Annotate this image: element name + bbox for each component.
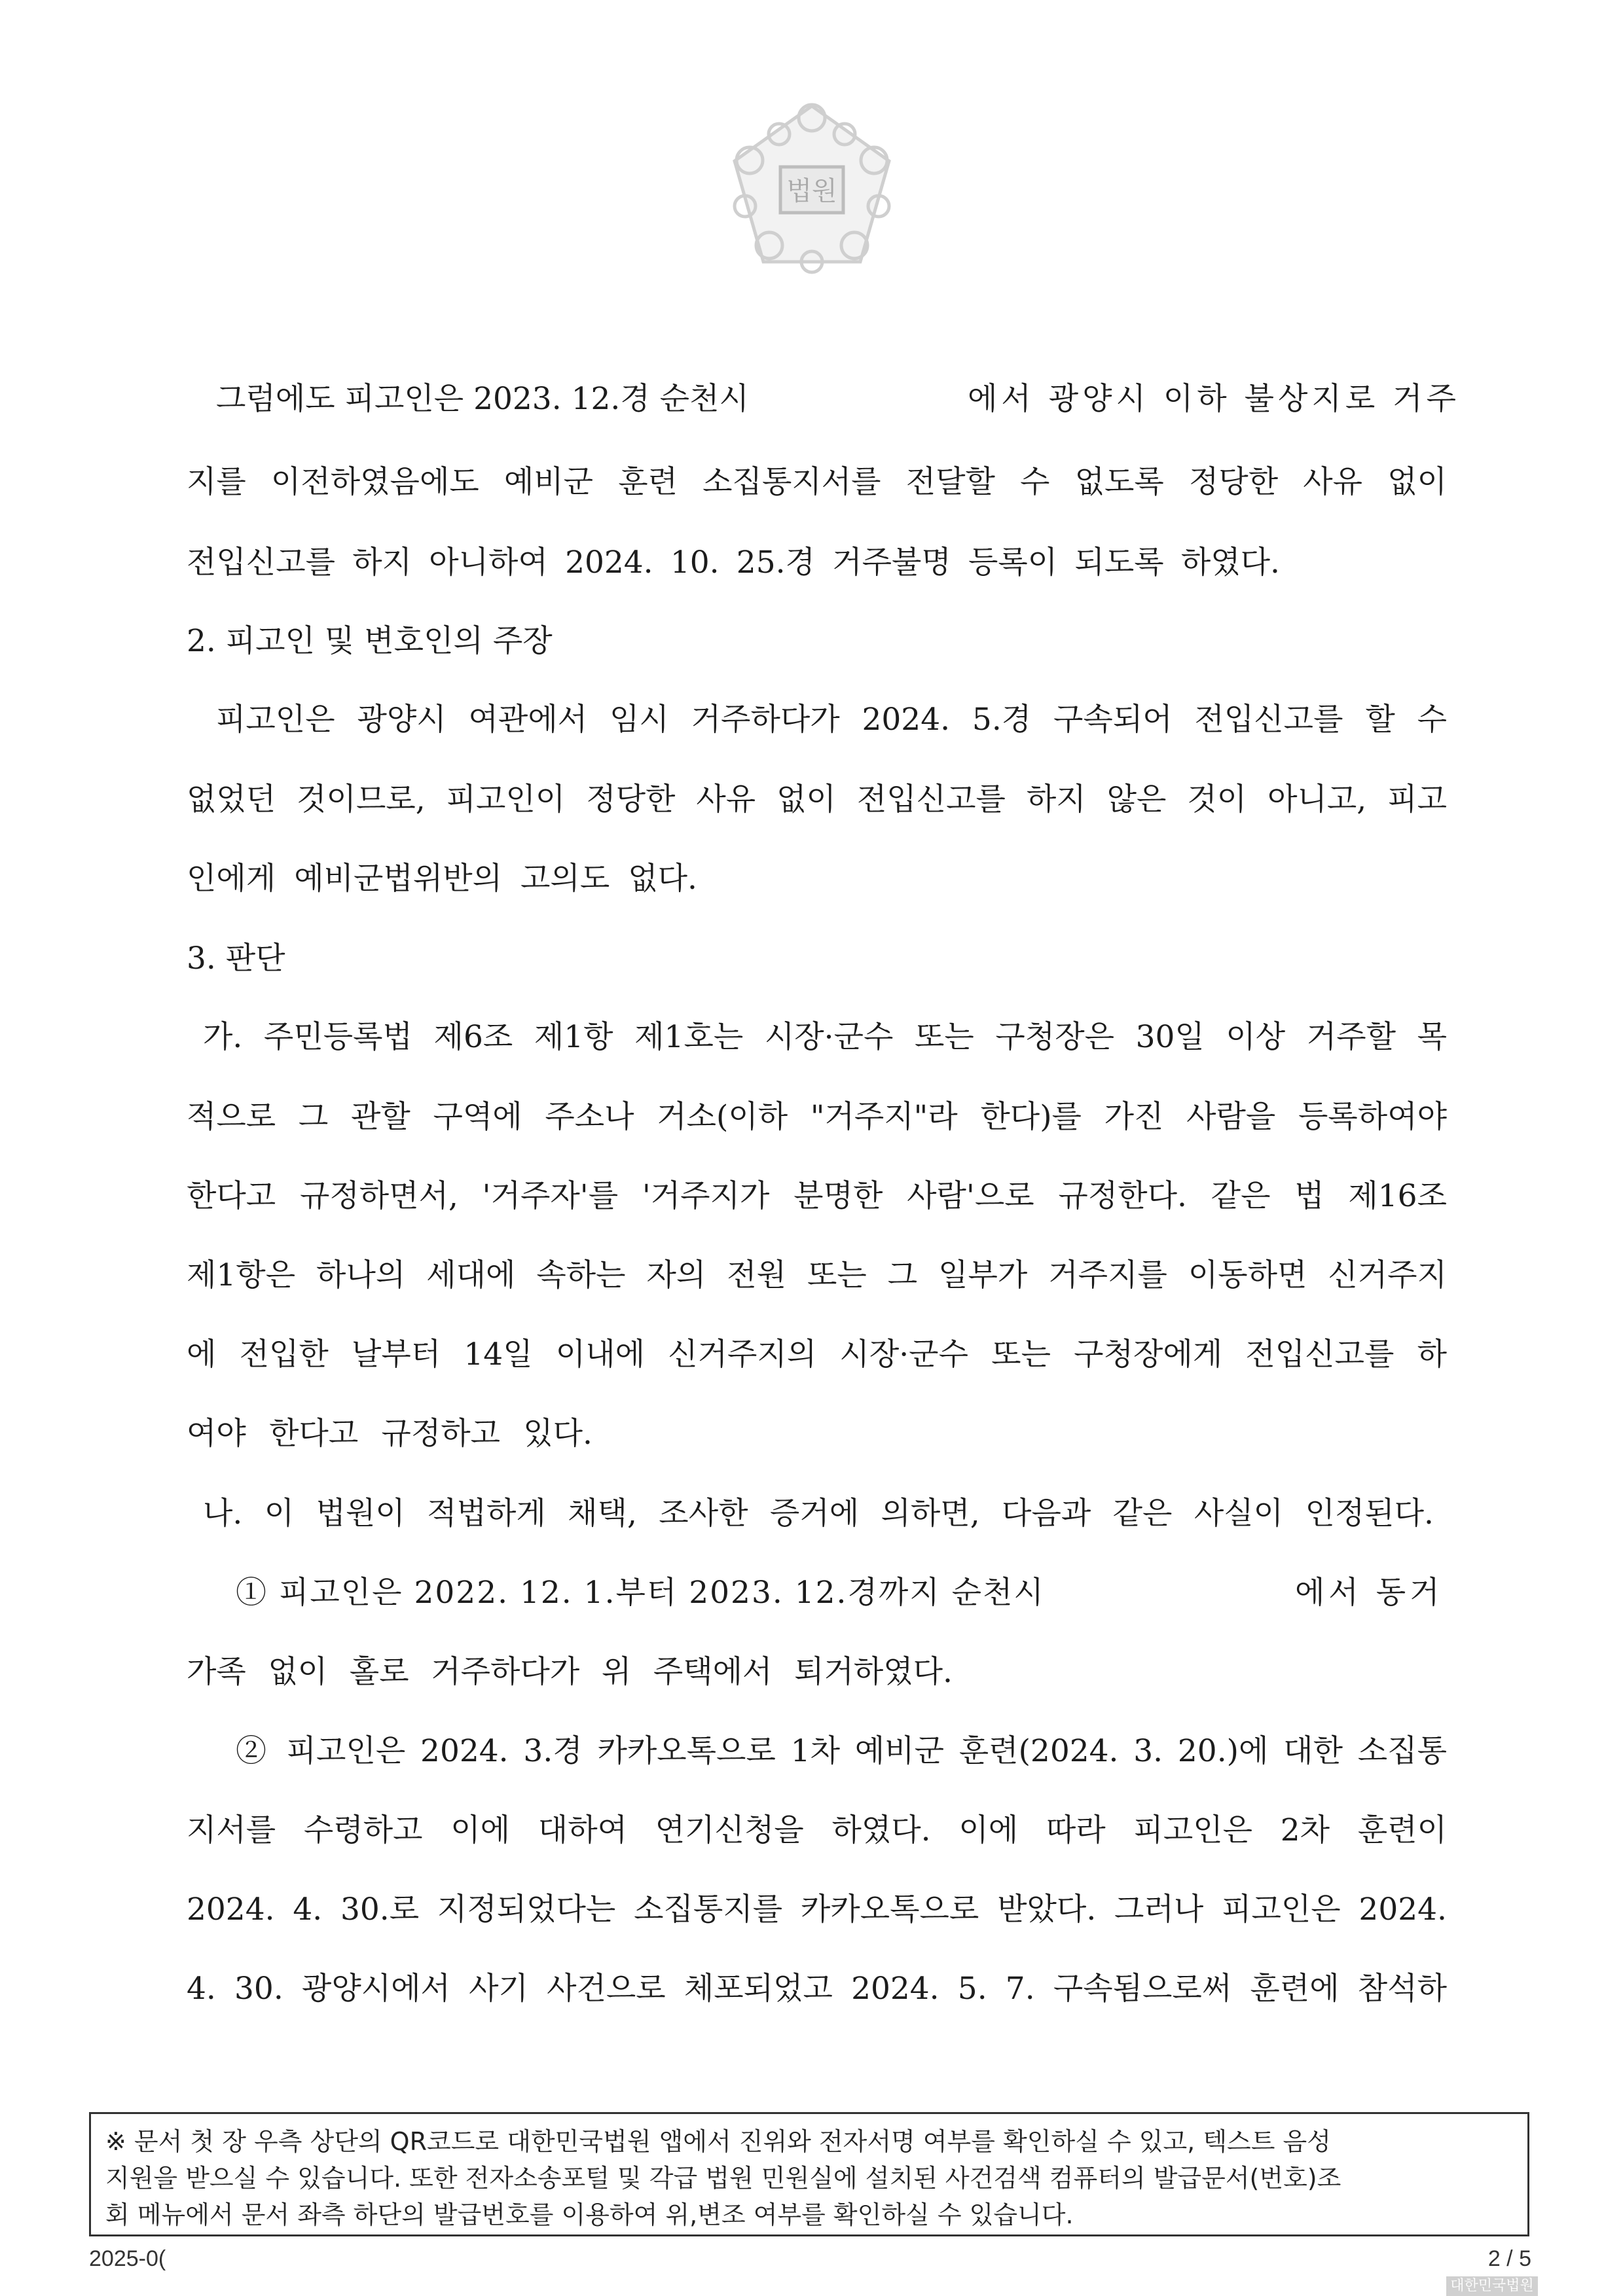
verification-notice [89,2112,1529,2236]
notice-line-1: ※ 문서 첫 장 우측 상단의 QR코드로 대한민국법원 앱에서 진위와 전자서명 여부를 확인하실 수 있고, 텍스트 음성 [105,2127,1331,2156]
notice-line-2: 지원을 받으실 수 있습니다. 또한 전자소송포털 및 각급 법원 민원실에 설치된 사건검색 컴퓨터의 발급문서(번호)조 [105,2164,1341,2193]
body-line-18: ② 피고인은 2024. 3.경 카카오톡으로 1차 예비군 훈련(2024. 3. 20.)에 대한 소집통 [236,1733,1447,1769]
section-heading-3: 3. 판단 [187,941,285,977]
body-line-16-b-text: 에서 동거 [1295,1575,1444,1611]
body-line-3: 전입신고를 하지 아니하여 2024. 10. 25.경 거주불명 등록이 되도록 하였다. [187,545,1280,581]
issue-number: 2025-0( [89,2246,166,2271]
body-line-20: 2024. 4. 30.로 지정되었다는 소집통지를 카카오톡으로 받았다. 그러나 피고인은 2024. [187,1892,1447,1928]
body-line-12: 제1항은 하나의 세대에 속하는 자의 전원 또는 그 일부가 거주지를 이동하면 신거주지 [187,1257,1447,1293]
body-line-2: 지를 이전하였음에도 예비군 훈련 소집통지서를 전달할 수 없도록 정당한 사유 없이 [187,464,1447,500]
body-line-17: 가족 없이 홀로 거주하다가 위 주택에서 퇴거하였다. [187,1654,953,1690]
body-line-1-b [968,380,1460,419]
body-line-1-b-text: 에서 광양시 이하 불상지로 거주 [968,381,1460,417]
body-line-11: 한다고 규정하면서, '거주자'를 '거주지가 분명한 사람'으로 규정한다. 같은 법 제16조 [187,1178,1447,1214]
body-line-1-a: 그럼에도 피고인은 2023. 12.경 순천시 [216,381,749,417]
body-line-14: 여야 한다고 규정하고 있다. [187,1416,593,1452]
notice-line-3: 회 메뉴에서 문서 좌측 하단의 발급번호를 이용하여 위,변조 여부를 확인하실 수 있습니다. [105,2200,1074,2229]
body-line-13: 에 전입한 날부터 14일 이내에 신거주지의 시장·군수 또는 구청장에게 전입신고를 하 [187,1336,1447,1372]
seal-text: 법원 [786,176,837,206]
body-line-19: 지서를 수령하고 이에 대하여 연기신청을 하였다. 이에 따라 피고인은 2차 훈련이 [187,1812,1447,1848]
body-line-5: 피고인은 광양시 여관에서 임시 거주하다가 2024. 5.경 구속되어 전입신고를 할 수 [216,702,1447,738]
page-number: 2 / 5 [1487,2246,1531,2271]
body-line-7: 인에게 예비군법위반의 고의도 없다. [187,861,697,897]
body-line-6: 없었던 것이므로, 피고인이 정당한 사유 없이 전입신고를 하지 않은 것이 아니고, 피고 [187,781,1447,817]
body-line-15: 나. 이 법원이 적법하게 채택, 조사한 증거에 의하면, 다음과 같은 사실이 인정된다. [203,1496,1434,1532]
body-line-16 [236,1573,1045,1613]
court-mark: 대한민국법원 [1446,2276,1538,2296]
body-line-21: 4. 30. 광양시에서 사기 사건으로 체포되었고 2024. 5. 7. 구속됨으로써 훈련에 참석하 [187,1971,1447,2007]
court-seal-icon [727,98,897,281]
section-heading-2: 2. 피고인 및 변호인의 주장 [187,623,553,659]
body-line-16-b [1295,1573,1444,1613]
body-line-1 [216,380,749,419]
body-line-9: 가. 주민등록법 제6조 제1항 제1호는 시장·군수 또는 구청장은 30일 이상 거주할 목 [203,1019,1447,1055]
body-line-16-a: ① 피고인은 2022. 12. 1.부터 2023. 12.경까지 순천시 [236,1575,1045,1611]
body-line-10: 적으로 그 관할 구역에 주소나 거소(이하 "거주지"라 한다)를 가진 사람을 등록하여야 [187,1099,1447,1135]
